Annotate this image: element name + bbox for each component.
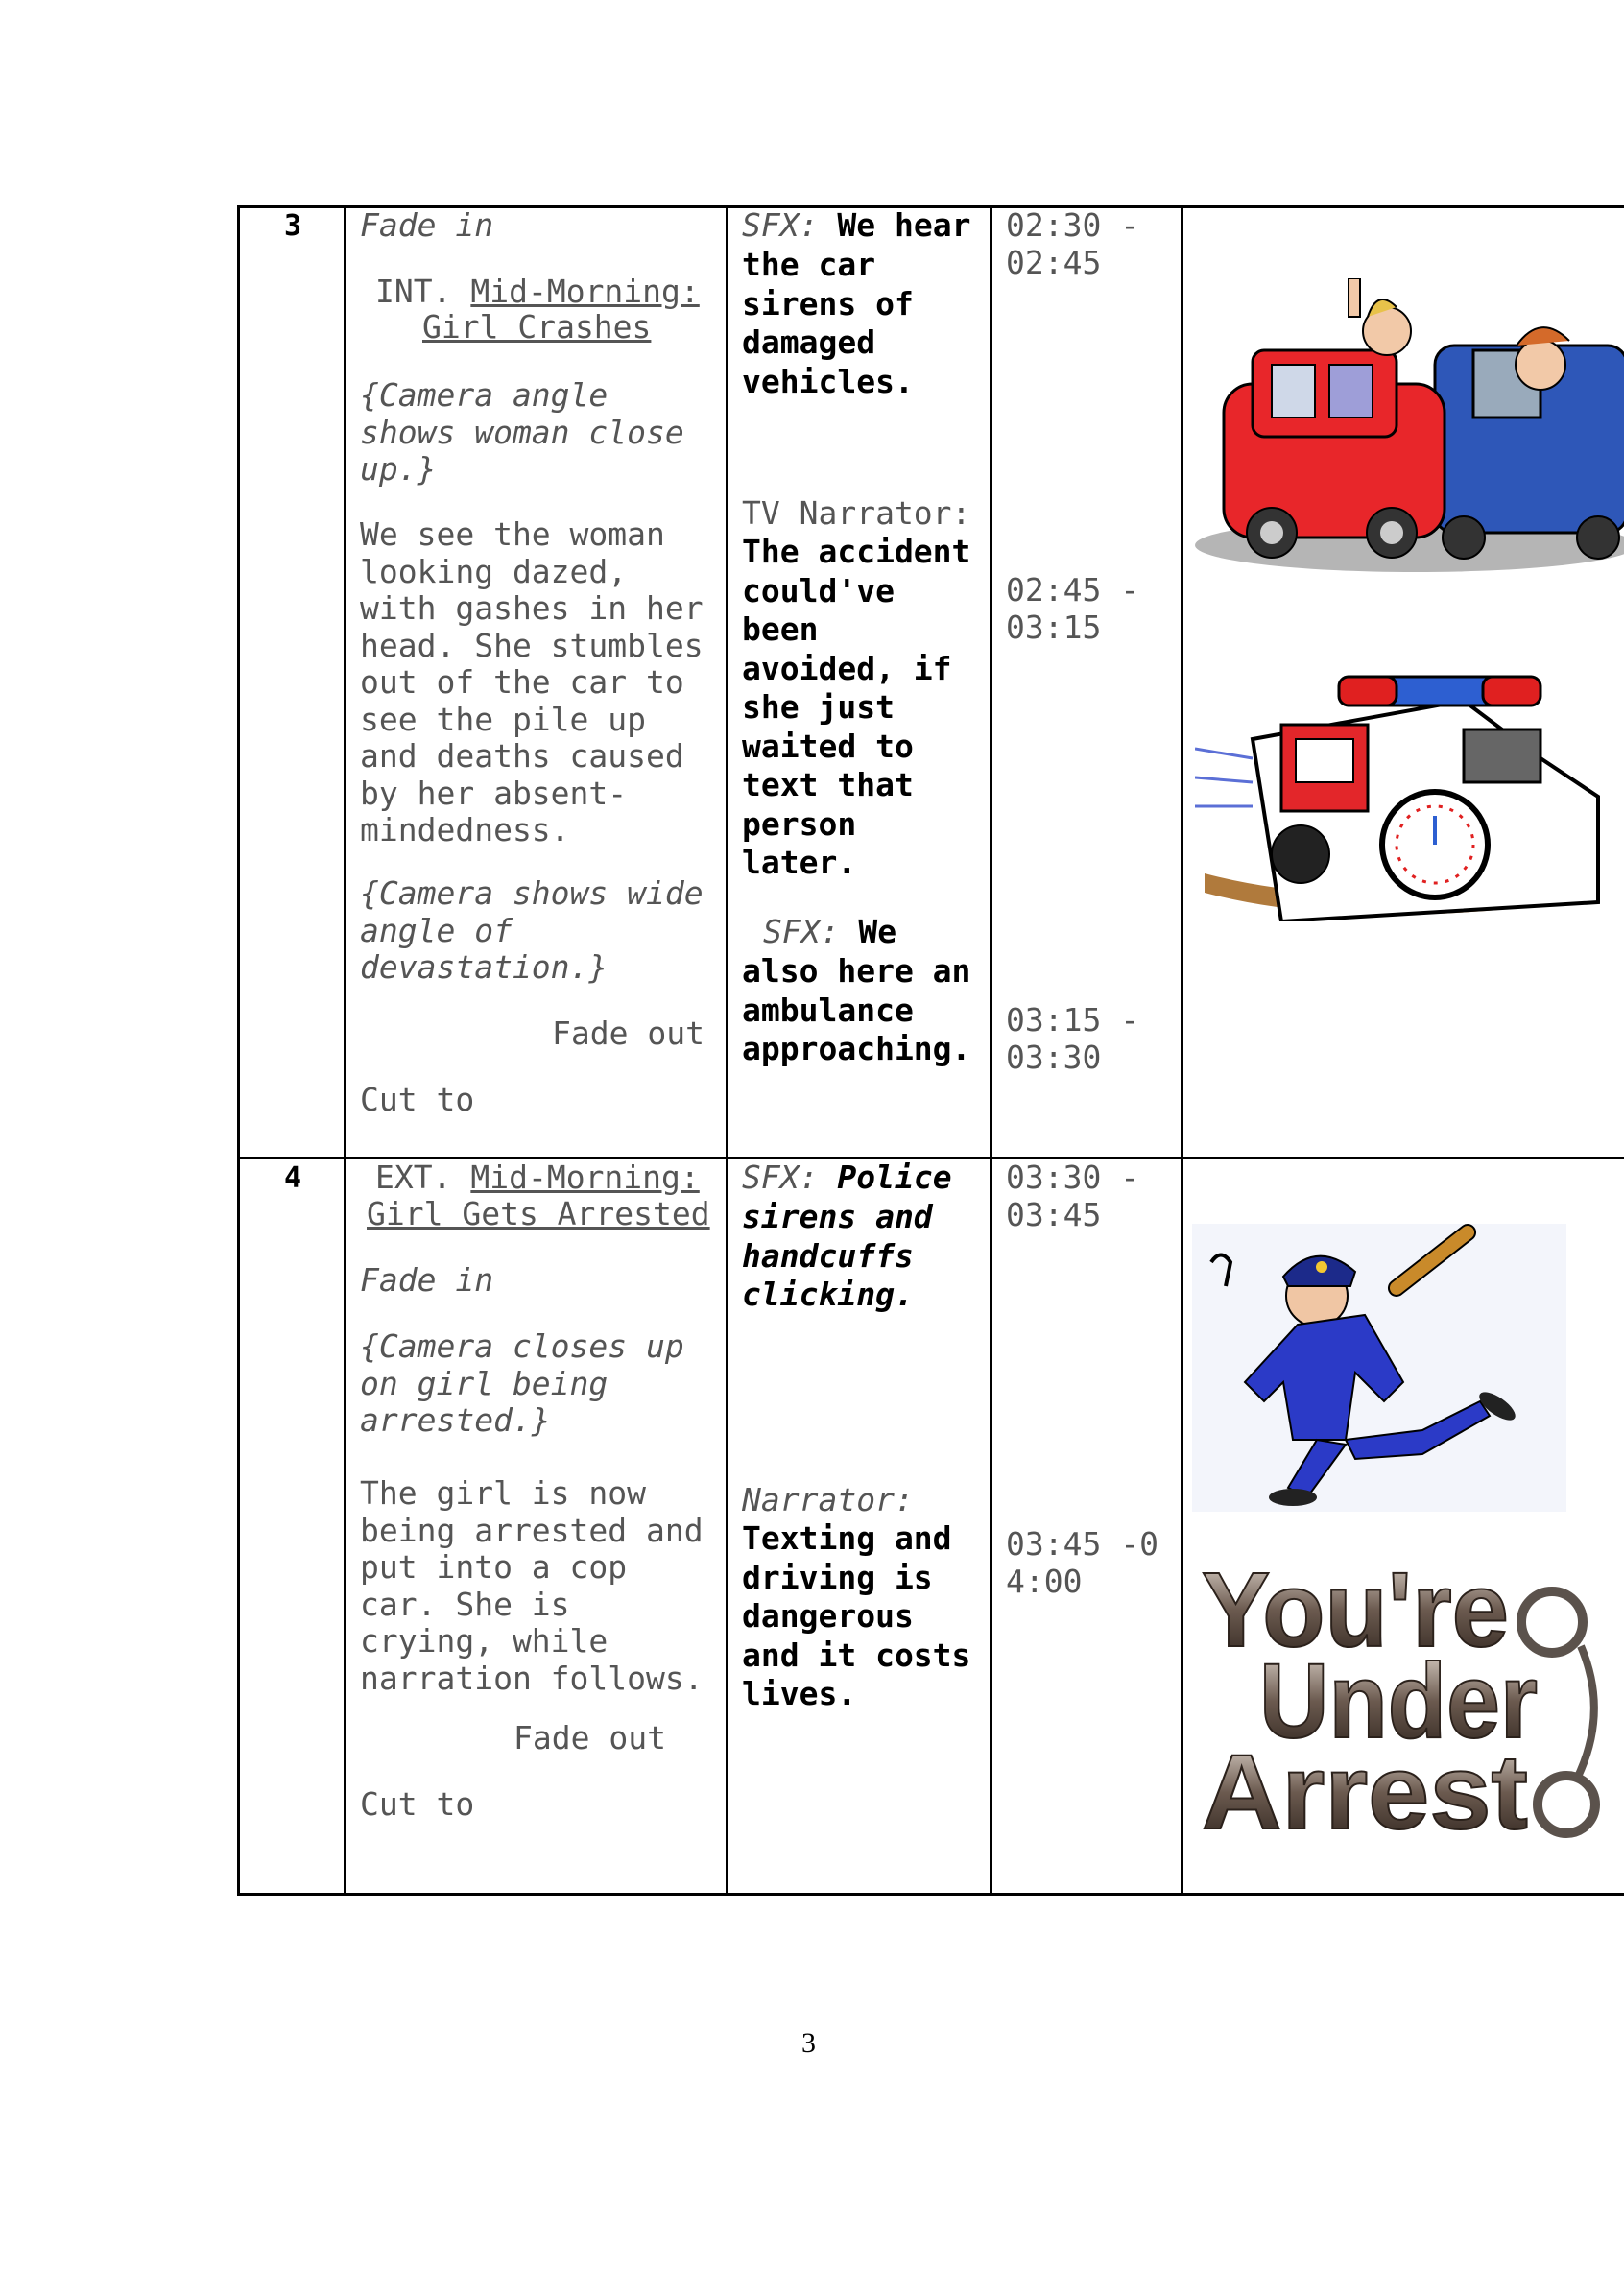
page-number: 3 [801, 2027, 816, 2059]
table-bottom-border [237, 1893, 1624, 1896]
logo-word: Under [1259, 1642, 1538, 1760]
timecode: 02:30 - 02:45 [1006, 206, 1140, 281]
scene-number: 3 [284, 209, 302, 243]
col-border-3 [726, 205, 728, 1896]
col-border-1 [237, 205, 240, 1896]
sfx-text: sirens and handcuffs clicking. [742, 1198, 933, 1313]
logo-word: Arrest [1202, 1733, 1528, 1843]
sfx-text: also here an ambulance approaching. [742, 952, 971, 1067]
timecode: 03:15 - 03:30 [1006, 1001, 1140, 1076]
sfx-text: the car sirens of damaged vehicles. [742, 246, 914, 400]
col-border-2 [344, 205, 346, 1896]
scene-heading: INT. Mid-Morning: [375, 273, 700, 310]
sfx-cue: SFX: We hear [742, 206, 971, 244]
scene-heading: EXT. Mid-Morning: [375, 1159, 700, 1196]
col-border-4 [990, 205, 992, 1896]
sfx-cue: SFX: We [763, 913, 897, 950]
sfx-cue: SFX: Police [742, 1159, 952, 1196]
fade-out: Fade out [513, 1719, 666, 1756]
action-text: The girl is now being arrested and put into a cop car. She is crying, while narration follows. [360, 1474, 704, 1697]
car-crash-clipart [1195, 278, 1624, 576]
action-text: We see the woman looking dazed, with gashes in her head. She stumbles out of the car to see the pile up and deaths caused by her absent- mindedness. [360, 515, 704, 848]
fade-in: Fade in [360, 206, 494, 244]
fade-out: Fade out [552, 1015, 705, 1052]
cut-to: Cut to [360, 1785, 475, 1823]
arrest-logo [1192, 1550, 1624, 1843]
fade-in: Fade in [360, 1261, 494, 1299]
camera-direction: {Camera shows wide angle of devastation.} [360, 874, 704, 986]
scene-heading-line2: Girl Crashes [422, 308, 652, 346]
police-officer-clipart [1192, 1224, 1566, 1512]
scene-heading-line2: Girl Gets Arrested [367, 1195, 710, 1232]
ambulance-clipart [1195, 633, 1624, 921]
scene-number: 4 [284, 1161, 302, 1195]
timecode: 03:30 - 03:45 [1006, 1159, 1140, 1233]
narrator-label: Narrator: [742, 1481, 914, 1518]
logo-word: You're [1202, 1551, 1509, 1669]
narrator-label: TV Narrator: [742, 494, 971, 532]
col-border-5 [1181, 205, 1183, 1896]
narrator-text: The accident could've been avoided, if she just waited to text that person later. [742, 533, 971, 881]
cut-to: Cut to [360, 1081, 475, 1118]
narrator-text: Texting and driving is dangerous and it costs lives. [742, 1519, 971, 1712]
timecode: 03:45 -0 4:00 [1006, 1525, 1158, 1600]
camera-direction: {Camera angle shows woman close up.} [360, 376, 684, 488]
camera-direction: {Camera closes up on girl being arrested.} [360, 1327, 684, 1439]
timecode: 02:45 - 03:15 [1006, 571, 1140, 646]
